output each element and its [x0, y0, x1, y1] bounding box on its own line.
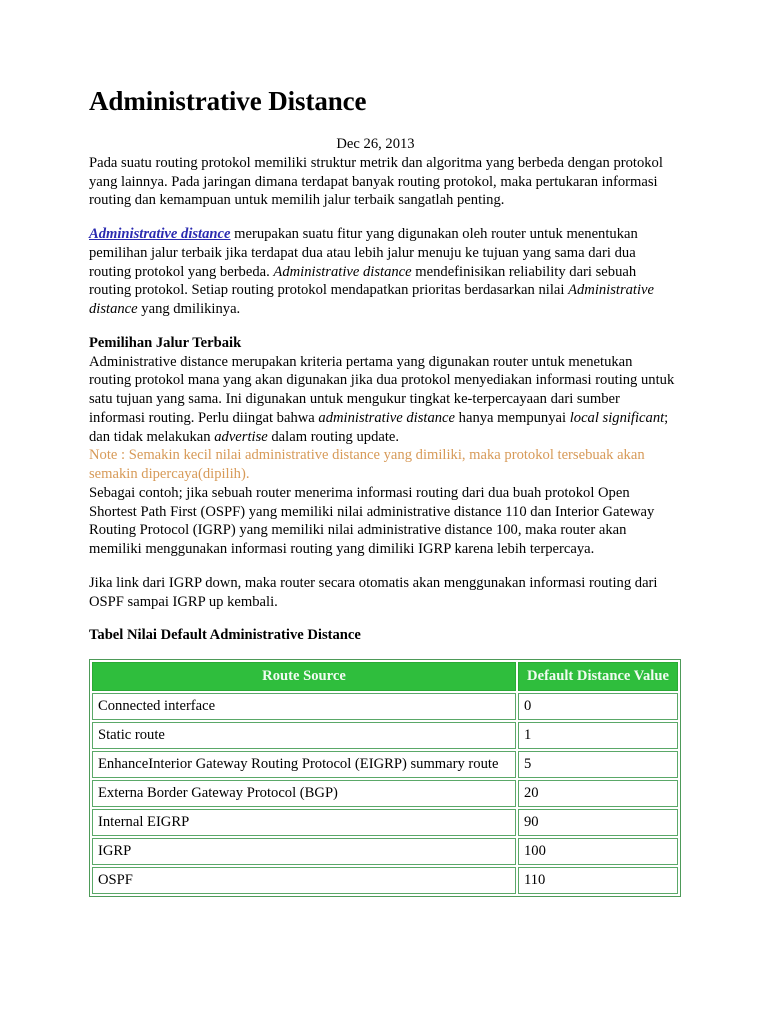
- definition-italic2: Administrative distance: [89, 282, 654, 318]
- spacer: [89, 611, 677, 626]
- cell-route-source: Internal EIGRP: [92, 809, 516, 836]
- section-italic3: advertise: [214, 428, 268, 445]
- cell-route-source: Connected interface: [92, 693, 516, 720]
- section-text-part1: Administrative distance merupakan kriteria pertama yang digunakan router untuk menetukan routing protokol mana yang akan digunakan jika dua protokol menyediakan informasi routing untuk satu tujuan yang sama. Ini digunakan untuk mengukur tingkat ke-terpercayaan dari sumber informasi routing. Perlu diingat bahwa: [89, 353, 675, 426]
- cell-distance-value: 20: [518, 780, 678, 807]
- section-paragraph: [89, 353, 677, 447]
- cell-distance-value: 90: [518, 809, 678, 836]
- administrative-distance-table: [89, 659, 681, 897]
- definition-text-part1: merupakan suatu fitur yang digunakan oleh router untuk menentukan pemilihan jalur terbaik jika terdapat dua atau lebih jalur menuju ke tujuan yang sama dari dua routing protokol yang berbeda.: [89, 226, 638, 280]
- note-paragraph: Note : Semakin kecil nilai administrative distance yang dimiliki, maka protokol tersebuak akan semakin dipercaya(dipilih).: [89, 447, 645, 483]
- definition-text-part2: mendefinisikan reliability dari sebuah routing protokol. Setiap routing protokol mendapatkan prioritas berdasarkan nilai: [89, 263, 637, 299]
- document-date: Dec 26, 2013: [336, 136, 415, 153]
- table-header: [92, 662, 678, 691]
- table-row: [92, 693, 678, 720]
- administrative-distance-link[interactable]: Administrative distance: [89, 226, 231, 243]
- table-row: [92, 809, 678, 836]
- cell-route-source: IGRP: [92, 838, 516, 865]
- section-heading-pemilihan: Pemilihan Jalur Terbaik: [89, 334, 242, 351]
- section-italic1: administrative distance: [318, 409, 456, 426]
- table-row: [92, 838, 678, 865]
- table-caption: Tabel Nilai Default Administrative Distance: [89, 627, 361, 644]
- spacer: [89, 559, 677, 574]
- cell-route-source: OSPF: [92, 867, 516, 894]
- table-body: [92, 693, 678, 894]
- document-content: [89, 86, 677, 897]
- definition-italic1: Administrative distance: [273, 263, 412, 280]
- table-header-row: [92, 662, 678, 691]
- example-paragraph: Sebagai contoh; jika sebuah router menerima informasi routing dari dua buah protokol Open Shortest Path First (OSPF) yang memiliki nilai administrative distance 110 dan Interior Gateway Routing Protocol (IGRP) yang memiliki nilai administrative distance 100, maka router akan memiliki menggunakan informasi routing yang dimiliki IGRP karena lebih terpercaya.: [89, 484, 655, 558]
- intro-paragraph: Pada suatu routing protokol memiliki struktur metrik dan algoritma yang berbeda dengan protokol yang lainnya. Pada jaringan dimana terdapat banyak routing protokol, maka pertukaran informasi routing dan kemampuan untuk memilih jalur terbaik sangatlah penting.: [89, 154, 663, 209]
- cell-distance-value: 0: [518, 693, 678, 720]
- cell-route-source: Externa Border Gateway Protocol (BGP): [92, 780, 516, 807]
- definition-text-part3: yang dmilikinya.: [137, 301, 241, 318]
- cell-distance-value: 1: [518, 722, 678, 749]
- page-title: Administrative Distance: [89, 86, 367, 116]
- section-italic2: local significant: [569, 409, 665, 426]
- table-row: [92, 780, 678, 807]
- table-row: [92, 751, 678, 778]
- column-header-default-distance-value: Default Distance Value: [518, 662, 678, 691]
- cell-distance-value: 100: [518, 838, 678, 865]
- cell-distance-value: 5: [518, 751, 678, 778]
- table-row: [92, 722, 678, 749]
- cell-route-source: EnhanceInterior Gateway Routing Protocol (EIGRP) summary route: [92, 751, 516, 778]
- closing-paragraph: Jika link dari IGRP down, maka router secara otomatis akan menggunakan informasi routing dari OSPF sampai IGRP up kembali.: [89, 574, 658, 610]
- section-text-part4: dalam routing update.: [267, 428, 400, 445]
- spacer: [89, 319, 677, 334]
- definition-paragraph: [89, 225, 677, 319]
- spacer: [89, 645, 677, 659]
- cell-distance-value: 110: [518, 867, 678, 894]
- table-row: [92, 867, 678, 894]
- spacer: [89, 210, 677, 225]
- cell-route-source: Static route: [92, 722, 516, 749]
- column-header-route-source: Route Source: [92, 662, 516, 691]
- section-text-part2: hanya mempunyai: [455, 409, 570, 426]
- section-text-part3: ; dan tidak melakukan: [89, 409, 669, 445]
